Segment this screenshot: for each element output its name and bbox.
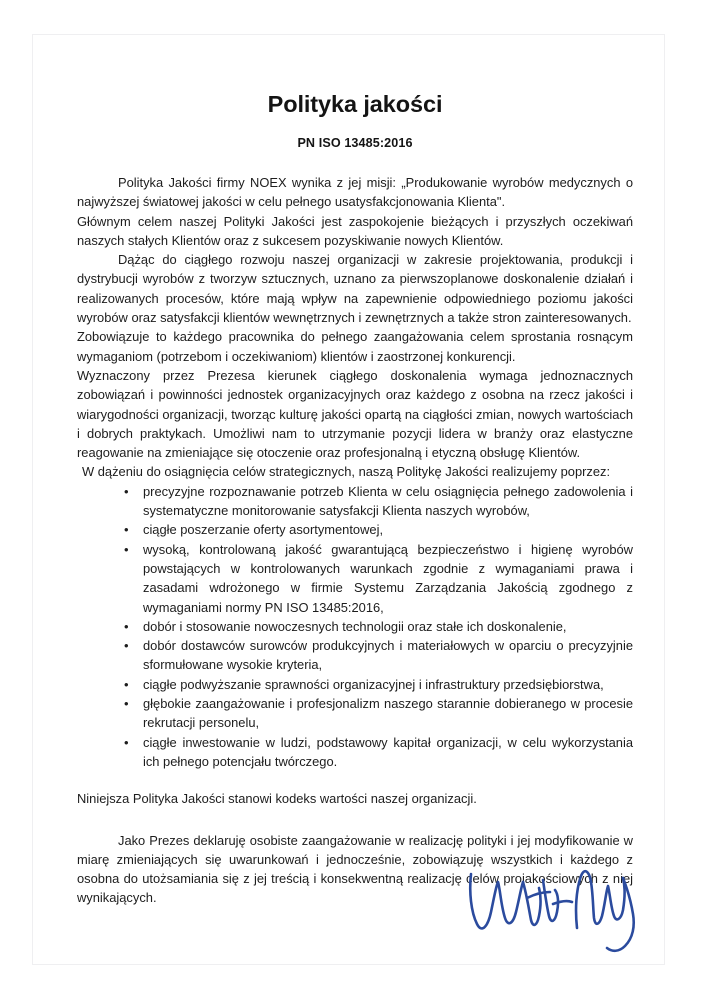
- list-item: • dobór i stosowanie nowoczesnych technologii oraz stałe ich doskonalenie,: [77, 617, 633, 636]
- list-item: • dobór dostawców surowców produkcyjnych i materiałowych w oparciu o precyzyjnie sformułowane wysokie kryteria,: [77, 636, 633, 675]
- list-item: • ciągłe poszerzanie oferty asortymentowej,: [77, 520, 633, 539]
- list-item: • ciągłe inwestowanie w ludzi, podstawowy kapitał organizacji, w celu wykorzystania ich pełnego potencjału twórczego.: [77, 733, 633, 772]
- paragraph-employee-commitment: Zobowiązuje to każdego pracownika do pełnego zaangażowania celem sprostania rosnącym wymaganiom (potrzebom i oczekiwaniom) klientów i zaostrzonej konkurencji.: [77, 329, 633, 364]
- paragraph-main-goal: Głównym celem naszej Polityki Jakości jest zaspokojenie bieżących i przyszłych oczekiwań naszych stałych Klientów oraz z sukcesem pozyskiwanie nowych Klientów.: [77, 213, 633, 248]
- paragraph-mission: Polityka Jakości firmy NOEX wynika z jej misji: „Produkowanie wyrobów medycznych o najwyższej światowej jakości w celu pełnego usatysfakcjonowania Klienta".: [77, 175, 633, 210]
- standard-reference-subtitle: PN ISO 13485:2016: [297, 136, 413, 150]
- list-item: • wysoką, kontrolowaną jakość gwarantującą bezpieczeństwo i higienę wyrobów powstających w kontrolowanych warunkach zgodnie z wymaganiami prawa i zasadami wdrożonego w firmie Systemu Zarządzania Jakością zgodnego z wymaganiami normy PN ISO 13485:2016,: [77, 540, 633, 617]
- intro-paragraph-group: [77, 173, 633, 482]
- handwritten-signature: [455, 852, 655, 964]
- paragraph-development: Dążąc do ciągłego rozwoju naszej organizacji w zakresie projektowania, produkcji i dystrybucji wyrobów z tworzyw sztucznych, uznano za pierwszoplanowe doskonalenie działań i realizowanych procesów, które mają wpływ na zapewnienie odpowiedniego poziomu jakości wyrobów oraz satysfakcji klientów wewnętrznych i zewnętrznych a także stron zainteresowanych.: [77, 252, 633, 326]
- list-item: • ciągłe podwyższanie sprawności organizacyjnej i infrastruktury przedsiębiorstwa,: [77, 675, 633, 694]
- document-content: [77, 0, 633, 908]
- paragraph-president-direction: Wyznaczony przez Prezesa kierunek ciągłego doskonalenia wymaga jednoznacznych zobowiązań i powinności jednostek organizacyjnych oraz każdego z osobna na rzecz jakości i wiarygodności organizacji, tworząc kulturę jakości opartą na ciągłości zmian, nowych wartościach i dobrych praktykach. Umożliwi nam to utrzymanie pozycji lidera w branży oraz elastyczne reagowanie na zmieniające się otoczenie oraz profesjonalną i etyczną obsługę Klientów.: [77, 367, 633, 461]
- quality-objectives-list: [77, 482, 633, 771]
- signature-block: [455, 852, 655, 964]
- paragraph-president-declaration: Jako Prezes deklaruję osobiste zaangażowanie w realizację polityki i jej modyfikowanie w miarę zmieniających się uwarunkowań i jednocześnie, zobowiązuję wszystkich i każdego z osobna do utożsamiania się z jej treścią i konsekwentną realizację celów projakościowych z niej wynikających.: [77, 832, 633, 906]
- list-item: • głębokie zaangażowanie i profesjonalizm naszego starannie dobieranego w procesie rekrutacji personelu,: [77, 694, 633, 733]
- paragraph-code-of-values: Niniejsza Polityka Jakości stanowi kodeks wartości naszej organizacji.: [77, 791, 477, 807]
- list-item: • precyzyjne rozpoznawanie potrzeb Klienta w celu osiągnięcia pełnego zadowolenia i systematyczne monitorowanie satysfakcji Klienta naszych wyrobów,: [77, 482, 633, 521]
- page-title: Polityka jakości: [267, 91, 443, 117]
- paragraph-bullet-intro: W dążeniu do osiągnięcia celów strategicznych, naszą Politykę Jakości realizujemy poprzez:: [82, 464, 611, 480]
